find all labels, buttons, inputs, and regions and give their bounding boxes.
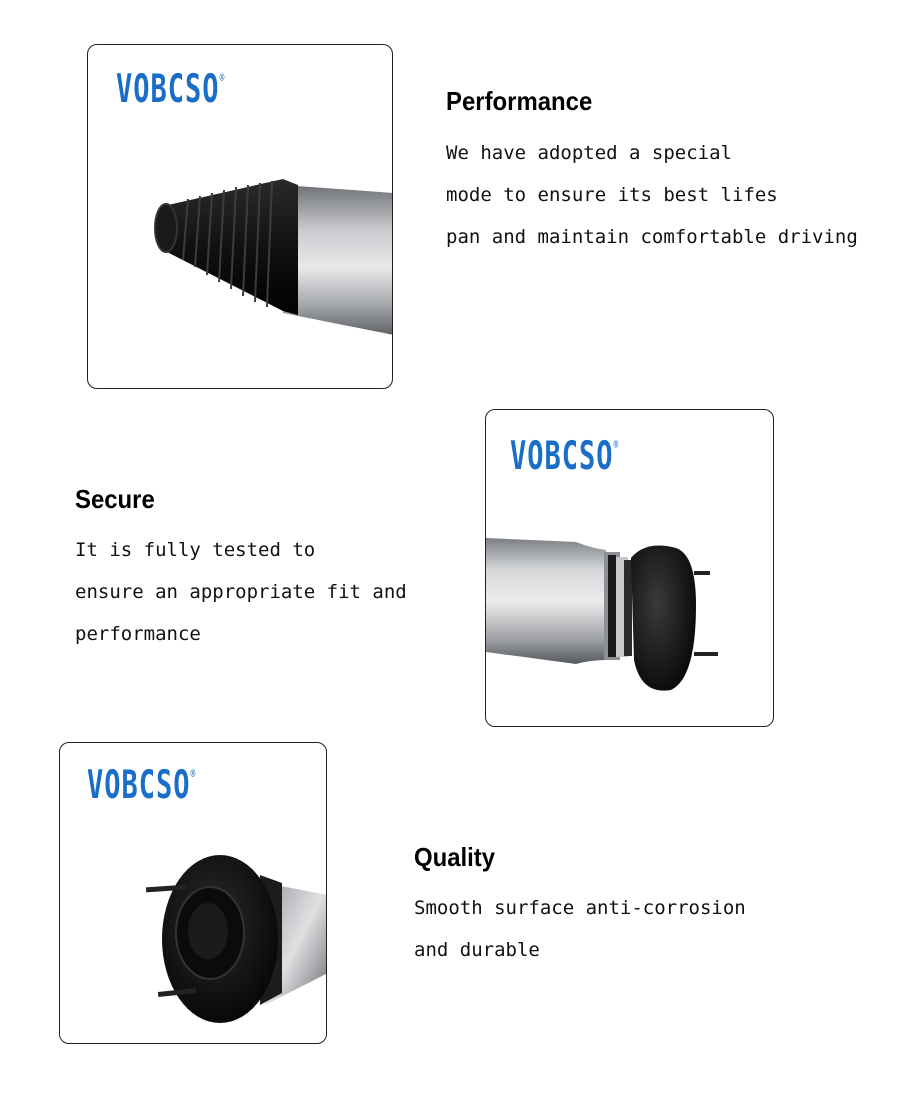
brand-logo: VOBCSO® <box>87 763 197 808</box>
description-line: and durable <box>414 939 540 961</box>
section-description-secure <box>75 529 407 655</box>
product-card-quality <box>59 742 327 1044</box>
section-description-quality <box>414 887 746 971</box>
section-heading-performance: Performance <box>446 86 593 116</box>
product-card-secure <box>485 409 774 727</box>
description-line: performance <box>75 623 201 645</box>
air-strut-boot-end-image <box>88 45 393 389</box>
brand-logo: VOBCSO® <box>116 67 226 112</box>
description-line: We have adopted a special <box>446 142 732 164</box>
description-line: It is fully tested to <box>75 539 316 561</box>
product-card-performance <box>87 44 393 389</box>
section-description-performance <box>446 132 858 258</box>
description-line: pan and maintain comfortable driving <box>446 226 858 248</box>
section-heading-quality: Quality <box>414 842 496 872</box>
description-line: Smooth surface anti-corrosion <box>414 897 746 919</box>
description-line: mode to ensure its best lifes <box>446 184 778 206</box>
brand-logo: VOBCSO® <box>510 434 620 479</box>
section-heading-secure: Secure <box>75 484 155 514</box>
air-strut-top-mount-front-image <box>60 743 327 1044</box>
description-line: ensure an appropriate fit and <box>75 581 407 603</box>
air-strut-top-mount-side-image <box>486 410 774 727</box>
